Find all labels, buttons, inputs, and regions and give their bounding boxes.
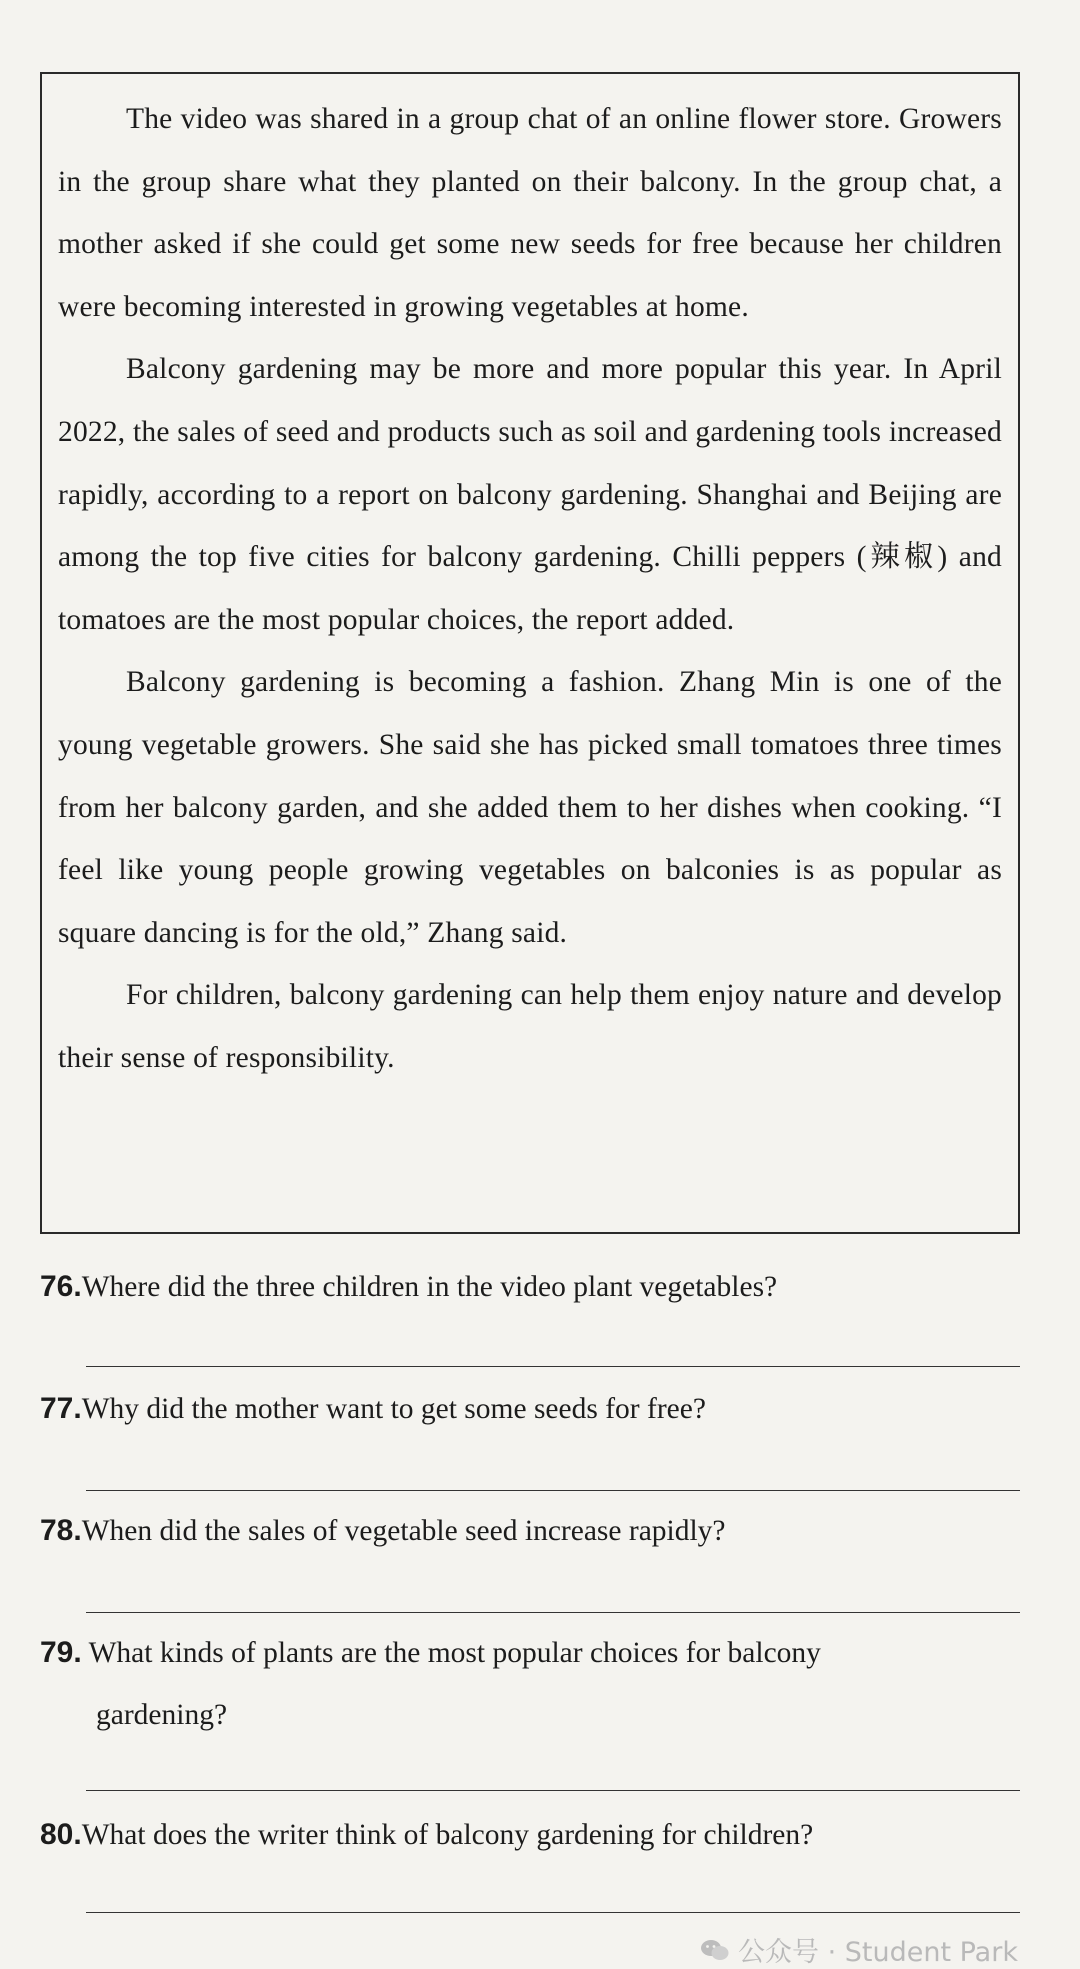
answer-line-78[interactable] (86, 1612, 1020, 1613)
question-text-continuation: gardening? (96, 1699, 228, 1731)
question-text: Why did the mother want to get some seeds for free? (81, 1393, 706, 1425)
question-number: 79. (40, 1636, 82, 1669)
reading-passage (40, 72, 1020, 1234)
watermark (700, 1930, 1018, 1969)
question-number: 78. (40, 1514, 82, 1547)
question-78 (40, 1500, 1020, 1562)
question-text: What does the writer think of balcony gardening for children? (81, 1819, 814, 1851)
wechat-icon (700, 1938, 730, 1962)
answer-line-79[interactable] (86, 1790, 1020, 1791)
question-text: Where did the three children in the video plant vegetables? (81, 1271, 778, 1303)
question-80 (40, 1804, 1020, 1866)
question-text: What kinds of plants are the most popular choices for balcony (88, 1637, 821, 1669)
passage-paragraph: For children, balcony gardening can help them enjoy nature and develop their sense of responsibility. (58, 979, 1002, 1074)
answer-line-76[interactable] (86, 1366, 1020, 1367)
question-number: 77. (40, 1392, 82, 1425)
watermark-text: 公众号 · Student Park (738, 1937, 1018, 1968)
question-text: When did the sales of vegetable seed increase rapidly? (81, 1515, 726, 1547)
question-77 (40, 1378, 1020, 1440)
question-79 (40, 1622, 1020, 1746)
passage-paragraph: The video was shared in a group chat of an online flower store. Growers in the group share what they planted on their balcony. In the group chat, a mother asked if she could get some new seeds for free because her children were becoming interested in growing vegetables at home. (58, 103, 1002, 323)
answer-line-77[interactable] (86, 1490, 1020, 1491)
passage-paragraph: Balcony gardening may be more and more popular this year. In April 2022, the sales of seed and products such as soil and gardening tools increased rapidly, according to a report on balcony gardening. Shanghai and Beijing are among the top five cities for balcony gardening. Chilli peppers (辣椒) and tomatoes are the most popular choices, the report added. (58, 353, 1002, 636)
question-number: 76. (40, 1270, 82, 1303)
question-76 (40, 1256, 1020, 1318)
question-number: 80. (40, 1818, 82, 1851)
passage-paragraph: Balcony gardening is becoming a fashion. Zhang Min is one of the young vegetable growers. She said she has picked small tomatoes three times from her balcony garden, and she added them to her dishes when cooking. “I feel like young people growing vegetables on balconies is as popular as square dancing is for the old,” Zhang said. (58, 666, 1002, 949)
answer-line-80[interactable] (86, 1912, 1020, 1913)
